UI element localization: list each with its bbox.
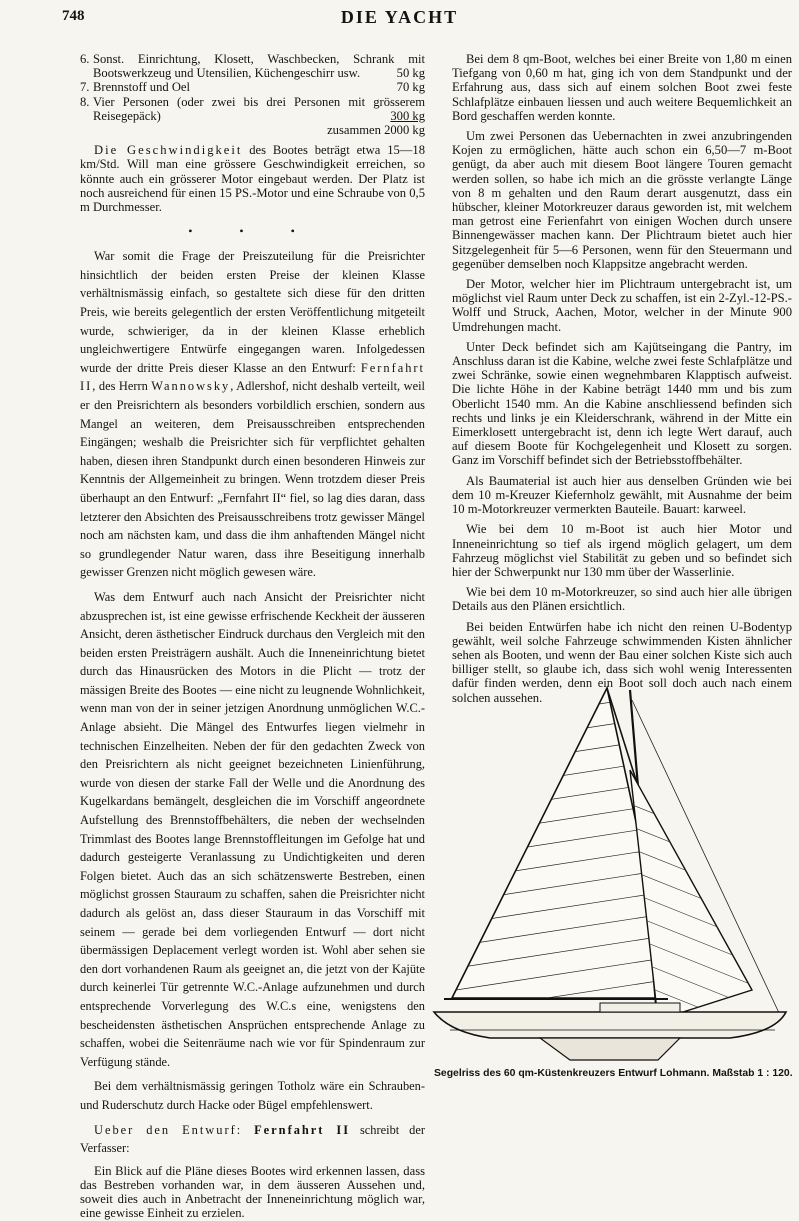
list-number: 8. — [80, 94, 90, 109]
right-column — [452, 52, 792, 705]
list-item — [80, 95, 425, 123]
item-weight: 50 kg — [396, 66, 425, 81]
author-name: Wannowsky — [151, 379, 231, 394]
paragraph: Bei dem 8 qm-Boot, welches bei einer Breite von 1,80 m einen Tiefgang von 0,60 m hat, ging ich von dem Standpunkt und der Erfahrung aus, dass sich auf einem solchen Boot zwei feste Schlafplätze einbauen liessen und auch weitere Bequemlichkeit an Bord geschaffen werden konnte. — [452, 52, 792, 123]
paragraph — [80, 247, 425, 582]
sail-plan-figure — [430, 660, 799, 1065]
paragraph: Um zwei Personen das Uebernachten in zwei anzubringenden Kojen zu ermöglichen, hätte auch schon ein 6,50—7 m-Boot genügt, da aber auch mit diesem Boot längere Touren gemacht werden sollen, so habe ich mich an die grösste verlangte Länge von 8 m gehalten und den Raum derart ausgenutzt, dass ein hübscher, kleiner Motorkreuzer daraus geworden ist, mit welchem man getrost eine Ferienfahrt von einigen Wochen durch unsere Binnengewässer machen kann. Der Plichtraum bietet auch hier Sitzgelegenheit für 5—6 Personen, wenn für den Steuermann und gegenüber demselben noch Klappsitze angebracht werden. — [452, 129, 792, 271]
paragraph: Wie bei dem 10 m-Boot ist auch hier Motor und Inneneinrichtung so tief als irgend möglich gelagert, um dem Fahrzeug möglichst viel Stabilität zu geben und so befindet sich hier der Schwerpunkt nur 130 mm über der Wasserlinie. — [452, 522, 792, 579]
caption-scale: Maßstab 1 : 120. — [712, 1068, 793, 1079]
item-weight: 300 kg — [390, 108, 425, 123]
section-separator: • • • — [188, 224, 317, 239]
paragraph: Bei beiden Entwürfen habe ich nicht den reinen U-Bodentyp gewählt, weil solche Fahrzeuge schwimmenden Kisten ähnlicher sehen als Booten, und wenn der Bau einer solchen Kiste sich auch billiger stellt, so glaube ich, dass sich wohl wenig Interessenten dafür finden werden, denn ein Boot soll doch auch nach einem solchen aussehen. — [452, 619, 792, 705]
paragraph: Unter Deck befindet sich am Kajütseingang die Pantry, im Anschluss daran ist die Kabine, welche zwei feste Schlafplätze und zwei Schränke, sowie einen wegnehmbaren Klapptisch aufweist. Die lichte Höhe in der Kabine beträgt 1440 mm und bis zum Oberlicht 1540 mm. An die Kabine anschliessend befinden sich rechts und links je ein Kleiderschrank, während in der Mitte ein Eimerklosett untergebracht ist, denn ich legte Wert darauf, auch auf diesem Boote für Kochgelegenheit und Klosett zu sorgen. Ganz im Vorschiff befindet sich der Betriebsstoffbehälter. — [452, 339, 792, 468]
entry-title: Fernfahrt II — [80, 360, 425, 394]
list-text — [93, 95, 425, 123]
article-body — [80, 247, 425, 1158]
speed-text: des Bootes beträgt etwa 15—18 km/Std. Will man eine grössere Geschwindigkeit erreichen, so könnte auch ein grösserer Motor eingebaut werden. Der Platz ist noch ausreichend für einen 15 PS.-Motor und eine Schraube von 0,5 m Durchmesser. — [80, 143, 425, 215]
text-run: , Adlershof, nicht deshalb verteilt, weil er den Preisrichtern als besonders vorbildlich erschien, sondern aus Mangel an weiteren, dem Preisausschreiben entsprechenden Eingängen; weshalb die Preisrichter sich für verpflichtet gehalten haben, diesen ihren Standpunkt durch einen besonderen Hinweis zur Kenntnis der Allgemeinheit zu bringen. Wenn trotzdem dieser Preis überhaupt an den Entwurf: „Fernfahrt II“ fiel, so lag dies daran, dass letzterer den Absichten des Preisausschreibens trotz gewisser Mängel noch am nächsten kam, und dass die ihm anhaftenden Mängel nicht so grundlegender Natur waren, dass ihre Beseitigung innerhalb gewisser Grenzen nicht möglich gewesen wäre. — [80, 379, 425, 580]
speed-paragraph — [80, 143, 425, 214]
list-number: 7. — [80, 80, 90, 95]
text-run: schreibt der Verfasser: — [80, 1122, 425, 1156]
speed-lead: Die Geschwindigkeit — [94, 143, 243, 158]
list-item — [80, 80, 425, 94]
running-head: DIE YACHT — [340, 7, 459, 27]
hull — [434, 1012, 786, 1038]
paragraph: Ein Blick auf die Pläne dieses Bootes wird erkennen lassen, dass das Bestreben vorhanden war, in dem äusseren Aussehen und, soweit dies auch in Anbetracht der Inneneinrichtung möglich war, eine gewisse Einheit zu erzielen. — [80, 1163, 425, 1221]
weight-list — [80, 52, 425, 214]
text-run: Ueber den Entwurf: — [94, 1122, 255, 1137]
item-text: Sonst. Einrichtung, Klosett, Waschbecken, Schrank mit Bootswerkzeug und Utensilien, Küchengeschirr usw. — [93, 52, 425, 81]
list-text — [93, 80, 425, 94]
item-weight: 70 kg — [396, 80, 425, 95]
sail-plan-drawing — [430, 660, 799, 1065]
paragraph — [80, 1121, 425, 1158]
text-run: War somit die Frage der Preiszuteilung für die Preisrichter hinsichtlich der beiden ersten Preise der kleinen Klasse verhältnismässig einfach, so gestaltete sich diese für den dritten Preis, wie bereits gelegentlich der ersten Veröffentlichung mitgeteilt wurde, schwieriger, da in der kleinen Klasse erheblich ungleichwertigere Entwürfe eingegangen waren. Infolgedessen wurde der dritte Preis dieser Klasse an den Entwurf: — [80, 249, 425, 375]
item-text: Vier Personen (oder zwei bis drei Personen mit grösserem Reisegepäck) — [93, 94, 425, 123]
caption-text: Segelriss des 60 qm-Küstenkreuzers Entwurf Lohmann. — [434, 1068, 710, 1079]
quoted-paragraph — [80, 1164, 425, 1221]
paragraph: Der Motor, welcher hier im Plichtraum untergebracht ist, um möglichst viel Raum unter Deck zu schaffen, ist ein 2-Zyl.-12-PS.-Wolff und Struck, Aachen, Motor, welcher in der Minute 900 Umdrehungen macht. — [452, 277, 792, 334]
list-number: 6. — [80, 52, 90, 66]
list-text — [93, 52, 425, 80]
text-run: , des Herrn — [92, 379, 152, 394]
weight-total: zusammen 2000 kg — [327, 123, 425, 138]
paragraph: Wie bei dem 10 m-Motorkreuzer, so sind auch hier alle übrigen Details aus den Plänen ersichtlich. — [452, 585, 792, 614]
page-number: 748 — [62, 8, 85, 24]
paragraph: Als Baumaterial ist auch hier aus denselben Gründen wie bei dem 10 m-Kreuzer Kiefernholz gewählt, mit Ausnahme der beim 10 m-Motorkreuzer vermerkten Bauteile. Bauart: karweel. — [452, 473, 792, 517]
list-item — [80, 52, 425, 80]
paragraph: Was dem Entwurf auch nach Ansicht der Preisrichter nicht abzusprechen ist, ist eine gewisse erfrischende Keckheit der äusseren Ansicht, deren ästhetischer Eindruck durchaus den Vergleich mit den beiden ersten Preisträgern aushält. Auch die Inneneinrichtung bietet durch das Hinausrücken des Motors in die Plicht — trotz der mässigen Breite des Bootes — eine nicht zu leugnende Wohnlichkeit, wenn man von der in seiner jetzigen Anordnung unmöglichen W.C.-Anlage absieht. Die Mängel des Entwurfes liegen vielmehr in technischen Einzelheiten. Neben der für den gedachten Zweck von den Preisrichtern als nicht geeignet bezeichneten Linienführung, wurde von diesen der starke Fall der Welle und die Anordnung des Kugelkardans bemängelt, desgleichen die im Vorschiff angeordnete Aufstellung des Brennstoffbehälters, die neben der wechselnden Trimmlast des Bootes lange Brennstoffleitungen im Gefolge hat und dadurch gesteigerte Veranlassung zu Undichtigkeiten und deren Folgen bietet. Auch das an sich schätzenswerte Bestreben, einen möglichst grossen Stauraum zu schaffen, sahen die Preisrichter nicht dadurch als gelöst an, dass dieser Stauraum in das Vorschiff mit seinem — gerade bei dem vorliegenden Entwurf — dort nicht übermässigen Deplacement verlegt worden ist. Wohl aber sehen sie den dort vorhandenen Raum als geeignet an, die jetzt von der Kajüte durch keinerlei Tür getrennte W.C.-Anlage aufzunehmen und durch entsprechende Vorverlegung des W.C.s eine, wenigstens den bescheidensten ästhetischen Ansprüchen entsprechende Anlage zu schaffen, wobei die Seitenräume nach wie vor für Spindenraum zur Verfügung stände. — [80, 589, 425, 1069]
entry-title: Fernfahrt II — [254, 1122, 351, 1137]
item-text: Brennstoff und Oel — [93, 80, 191, 95]
paragraph: Bei dem verhältnismässig geringen Totholz wäre ein Schrauben- und Ruderschutz durch Hacke oder Bügel empfehlenswert. — [80, 1079, 425, 1112]
keel — [540, 1038, 680, 1060]
cabin — [600, 1003, 680, 1012]
left-column — [80, 52, 425, 1221]
figure-caption — [434, 1068, 794, 1079]
